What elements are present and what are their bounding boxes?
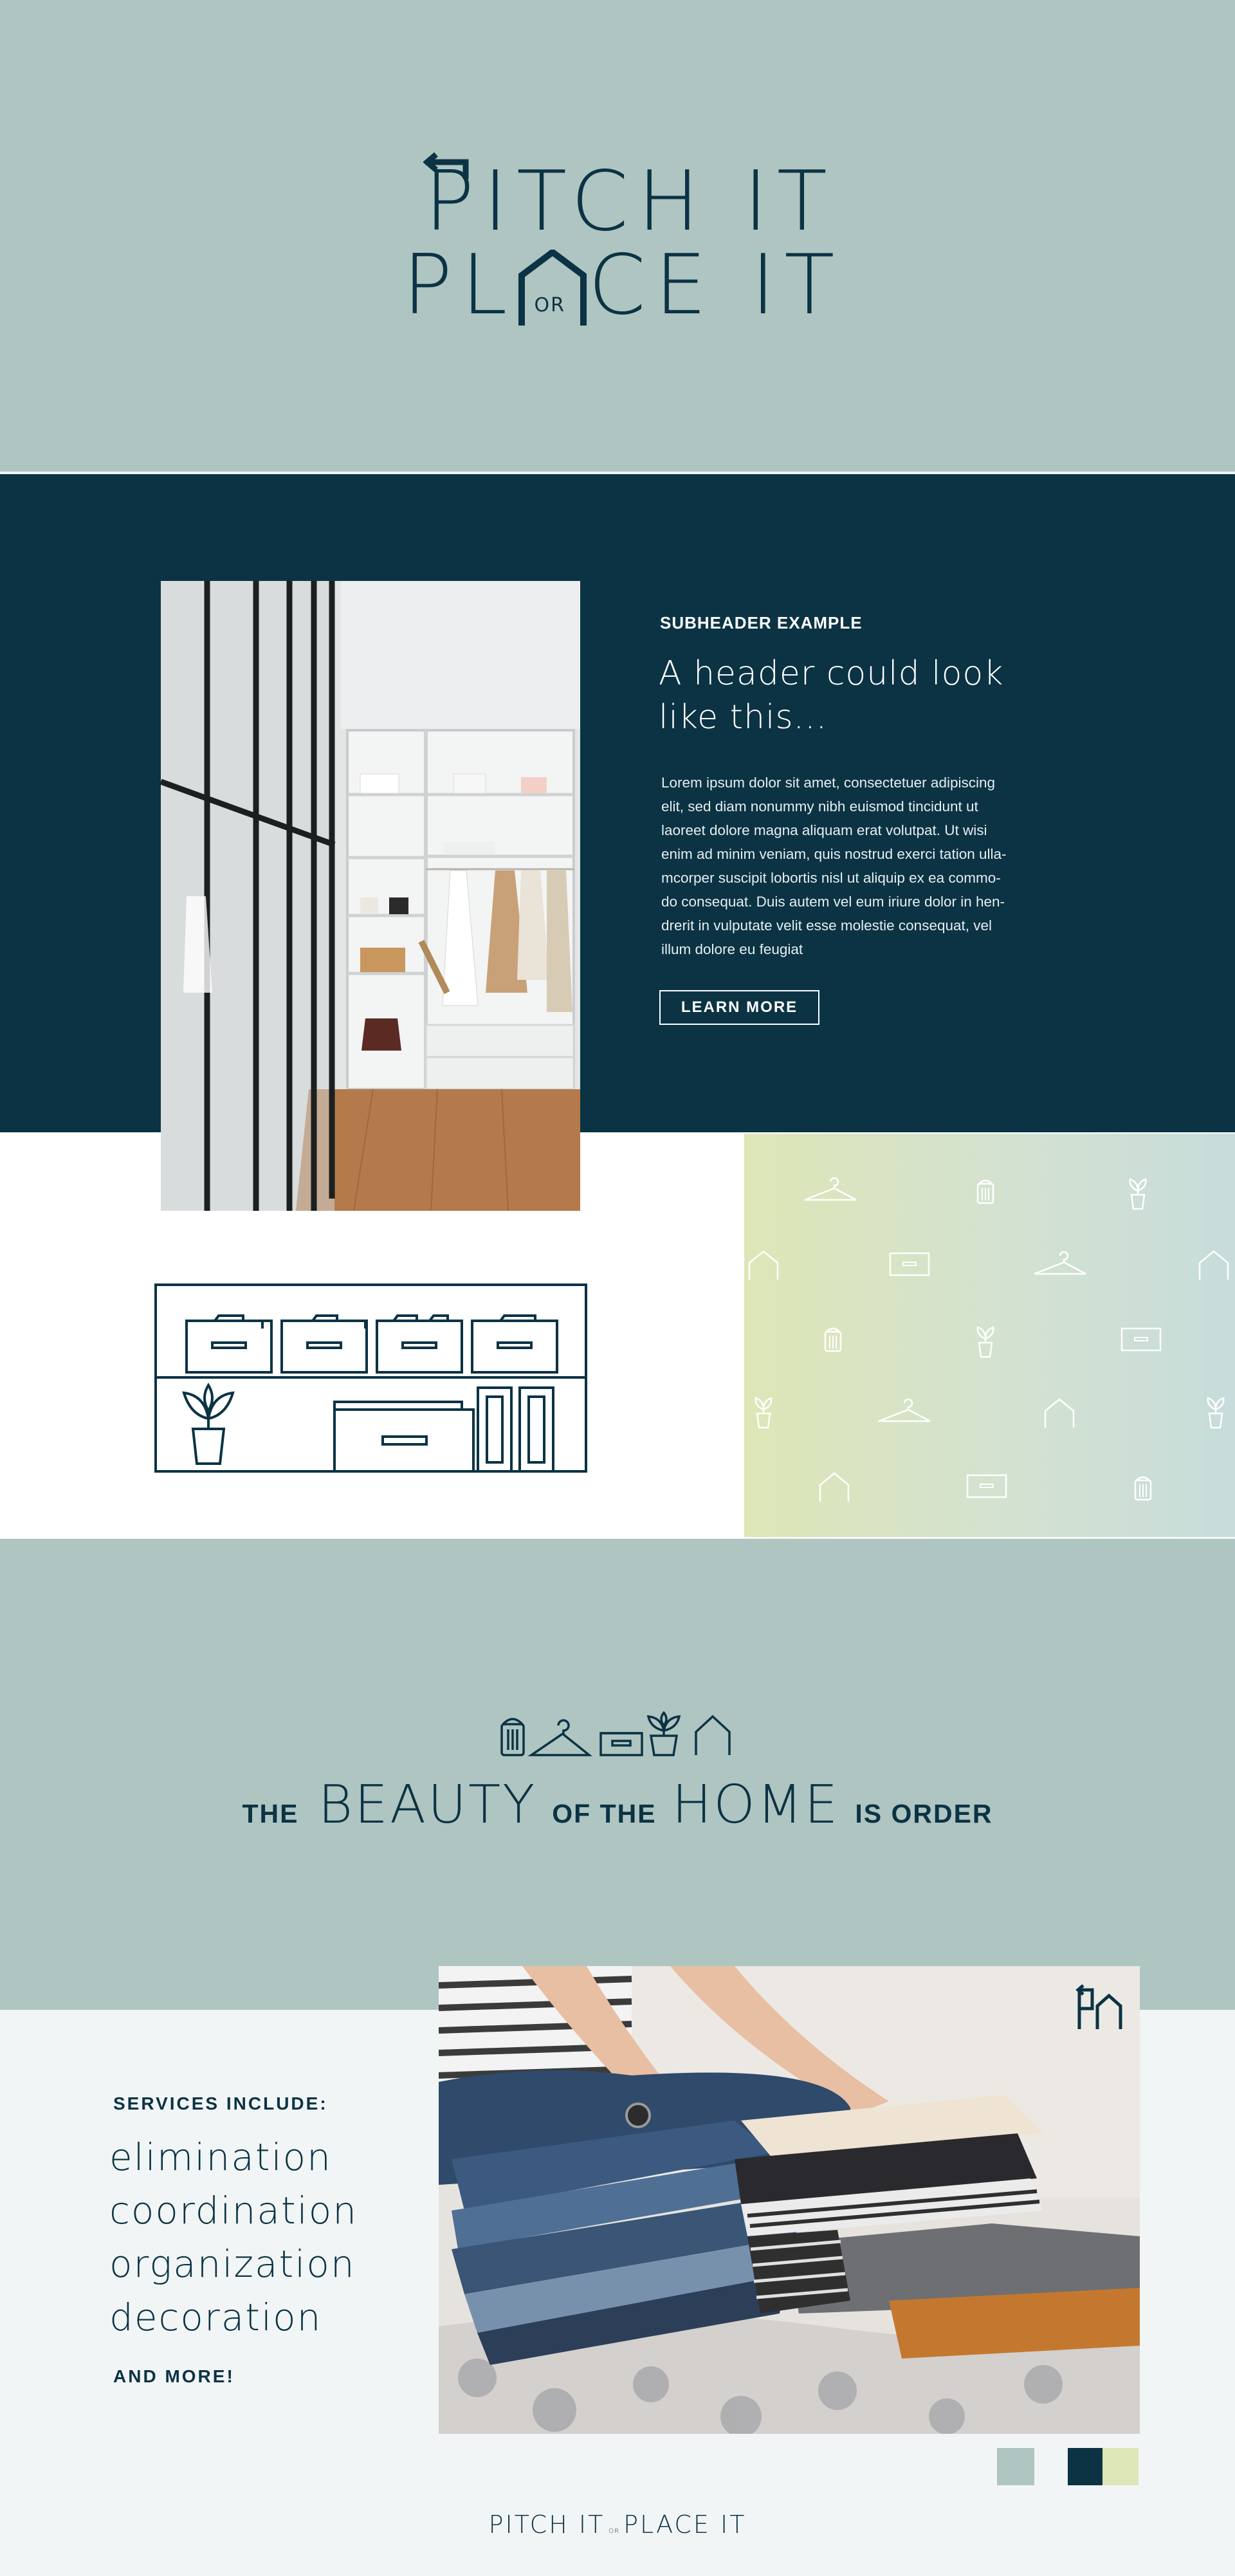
body-line: laoreet dolore magna aliquam erat volutpat. Ut wisi [661, 822, 987, 838]
learn-more-button[interactable]: LEARN MORE [659, 990, 819, 1025]
icon-pattern [744, 1134, 1235, 1537]
closet-photo [161, 581, 580, 1211]
logo-text-pitch-it: PITCH IT [425, 154, 836, 250]
body-line: drerit in vulputate velit esse molestie consequat, vel [661, 917, 993, 934]
feature-header [659, 652, 1003, 739]
color-swatch-lime [1102, 2448, 1139, 2485]
feature-body [661, 771, 1073, 961]
color-swatch-navy [1068, 2448, 1102, 2485]
logo-line-1 [425, 154, 836, 250]
header-line-1: A header could look [659, 654, 1004, 693]
logo-house-a [517, 250, 589, 327]
services-list [109, 2131, 358, 2344]
folding-clothes-illustration [439, 1966, 1140, 2434]
tagline-beauty: BEAUTY [318, 1774, 537, 1835]
header-line-2: like this... [659, 698, 828, 737]
logo-text-pl: PL [403, 237, 517, 333]
tagline-of-the: OF THE [552, 1799, 657, 1828]
color-swatch-sage [997, 2448, 1034, 2485]
logo-line-2 [403, 237, 844, 333]
tagline-the: THE [242, 1799, 299, 1828]
service-item: elimination [109, 2135, 332, 2179]
footer-logo-right: PLACE IT [623, 2510, 747, 2539]
house-icon [696, 1716, 729, 1755]
footer-logo-left: PITCH IT [488, 2510, 605, 2539]
body-line: elit, sed diam nonummy nibh euismod tincidunt ut [661, 798, 978, 814]
body-line: enim ad minim veniam, quis nostrud exerci tation ulla- [661, 846, 1007, 862]
logo-or-text: OR [534, 294, 565, 317]
service-item: coordination [109, 2189, 358, 2232]
closet-illustration [161, 581, 580, 1211]
logo-text-ce-it: CE IT [588, 237, 844, 333]
body-line: do consequat. Duis autem vel eum iriure dolor in hen- [661, 894, 1005, 910]
services-title: SERVICES INCLUDE: [113, 2093, 328, 2113]
box-icon [601, 1733, 642, 1755]
footer-logo [0, 2510, 1235, 2539]
jar-icon [502, 1719, 524, 1755]
footer-logo-or: OR [608, 2528, 620, 2535]
shelf-icon [153, 1282, 589, 1475]
hero-logo [399, 135, 849, 335]
shelf-illustration [153, 1282, 589, 1475]
body-line: Lorem ipsum dolor sit amet, consectetuer adipiscing [661, 775, 995, 791]
subheader: SUBHEADER EXAMPLE [660, 613, 863, 632]
icon-pattern-panel [744, 1134, 1235, 1537]
service-item: organization [109, 2242, 356, 2286]
icon-row-svg [497, 1711, 735, 1758]
icon-row [497, 1711, 735, 1758]
service-item: decoration [109, 2295, 322, 2339]
tagline-home: HOME [672, 1774, 840, 1835]
tagline-is-order: IS ORDER [855, 1799, 993, 1828]
and-more-text: AND MORE! [113, 2366, 235, 2386]
tagline [0, 1774, 1235, 1835]
body-line: mcorper suscipit lobortis nisl ut aliquip ex ea commo- [661, 870, 1001, 886]
hanger-icon [531, 1720, 589, 1755]
folding-clothes-photo [439, 1966, 1140, 2434]
plant-icon [648, 1713, 679, 1755]
body-line: illum dolore eu feugiat [661, 941, 803, 957]
